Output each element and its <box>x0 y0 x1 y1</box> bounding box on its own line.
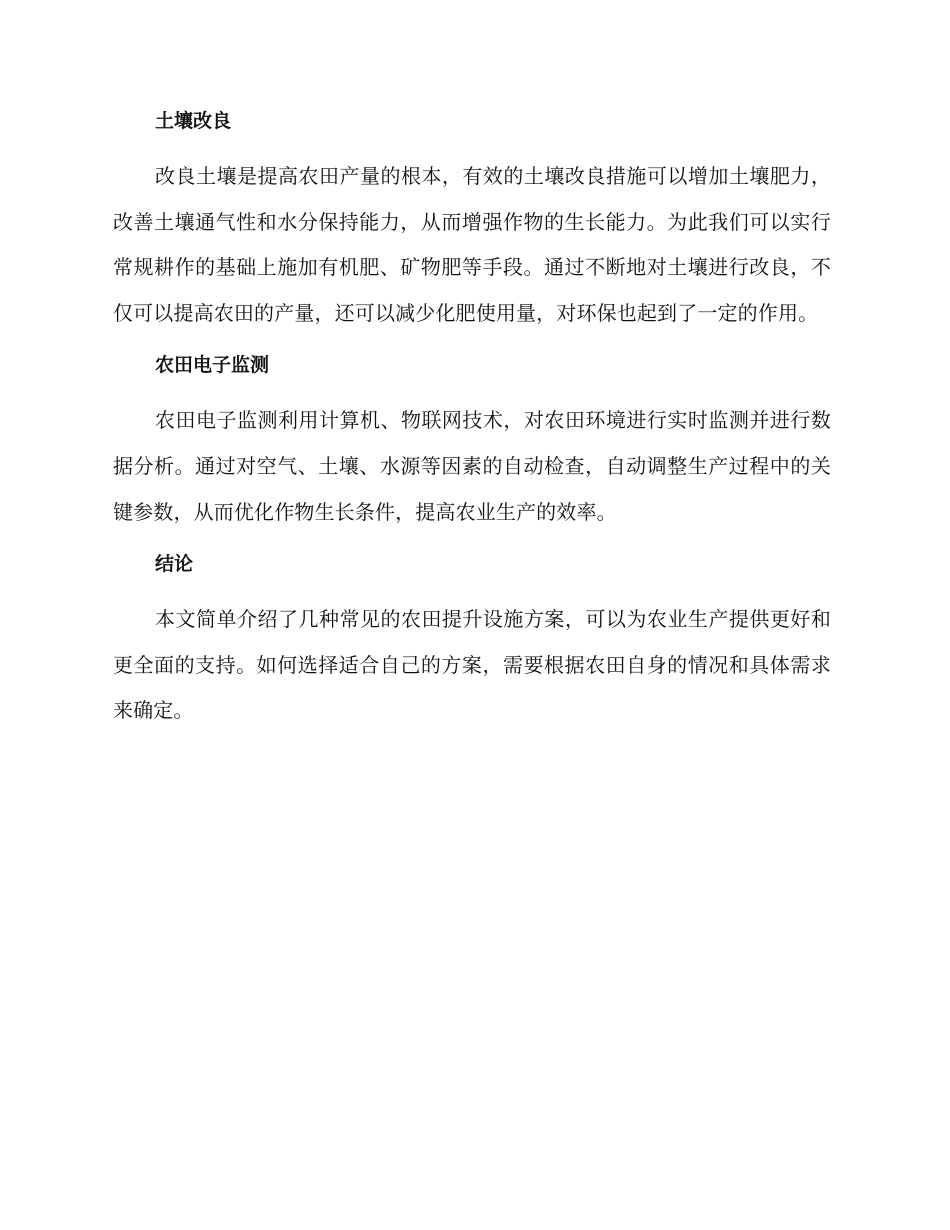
section-paragraph: 本文简单介绍了几种常见的农田提升设施方案，可以为农业生产提供更好和更全面的支持。如何选择适合自己的方案，需要根据农田自身的情况和具体需求来确定。 <box>113 607 831 723</box>
section-heading: 结论 <box>155 553 194 576</box>
section-paragraph: 改良土壤是提高农田产量的根本，有效的土壤改良措施可以增加土壤肥力，改善土壤通气性和水分保持能力，从而增强作物的生长能力。为此我们可以实行常规耕作的基础上施加有机肥、矿物肥等手段。通过不断地对土壤进行改良，不仅可以提高农田的产量，还可以减少化肥使用量，对环保也起到了一定的作用。 <box>113 164 831 325</box>
section-paragraph: 农田电子监测利用计算机、物联网技术，对农田环境进行实时监测并进行数据分析。通过对空气、土壤、水源等因素的自动检查，自动调整生产过程中的关键参数，从而优化作物生长条件，提高农业生产的效率。 <box>113 408 831 524</box>
section-conclusion <box>113 551 831 734</box>
section-heading: 农田电子监测 <box>155 354 270 377</box>
section-heading: 土壤改良 <box>155 110 232 132</box>
section-electronic-monitoring <box>113 352 831 535</box>
document-page <box>113 108 831 734</box>
section-soil-improvement <box>113 108 831 336</box>
